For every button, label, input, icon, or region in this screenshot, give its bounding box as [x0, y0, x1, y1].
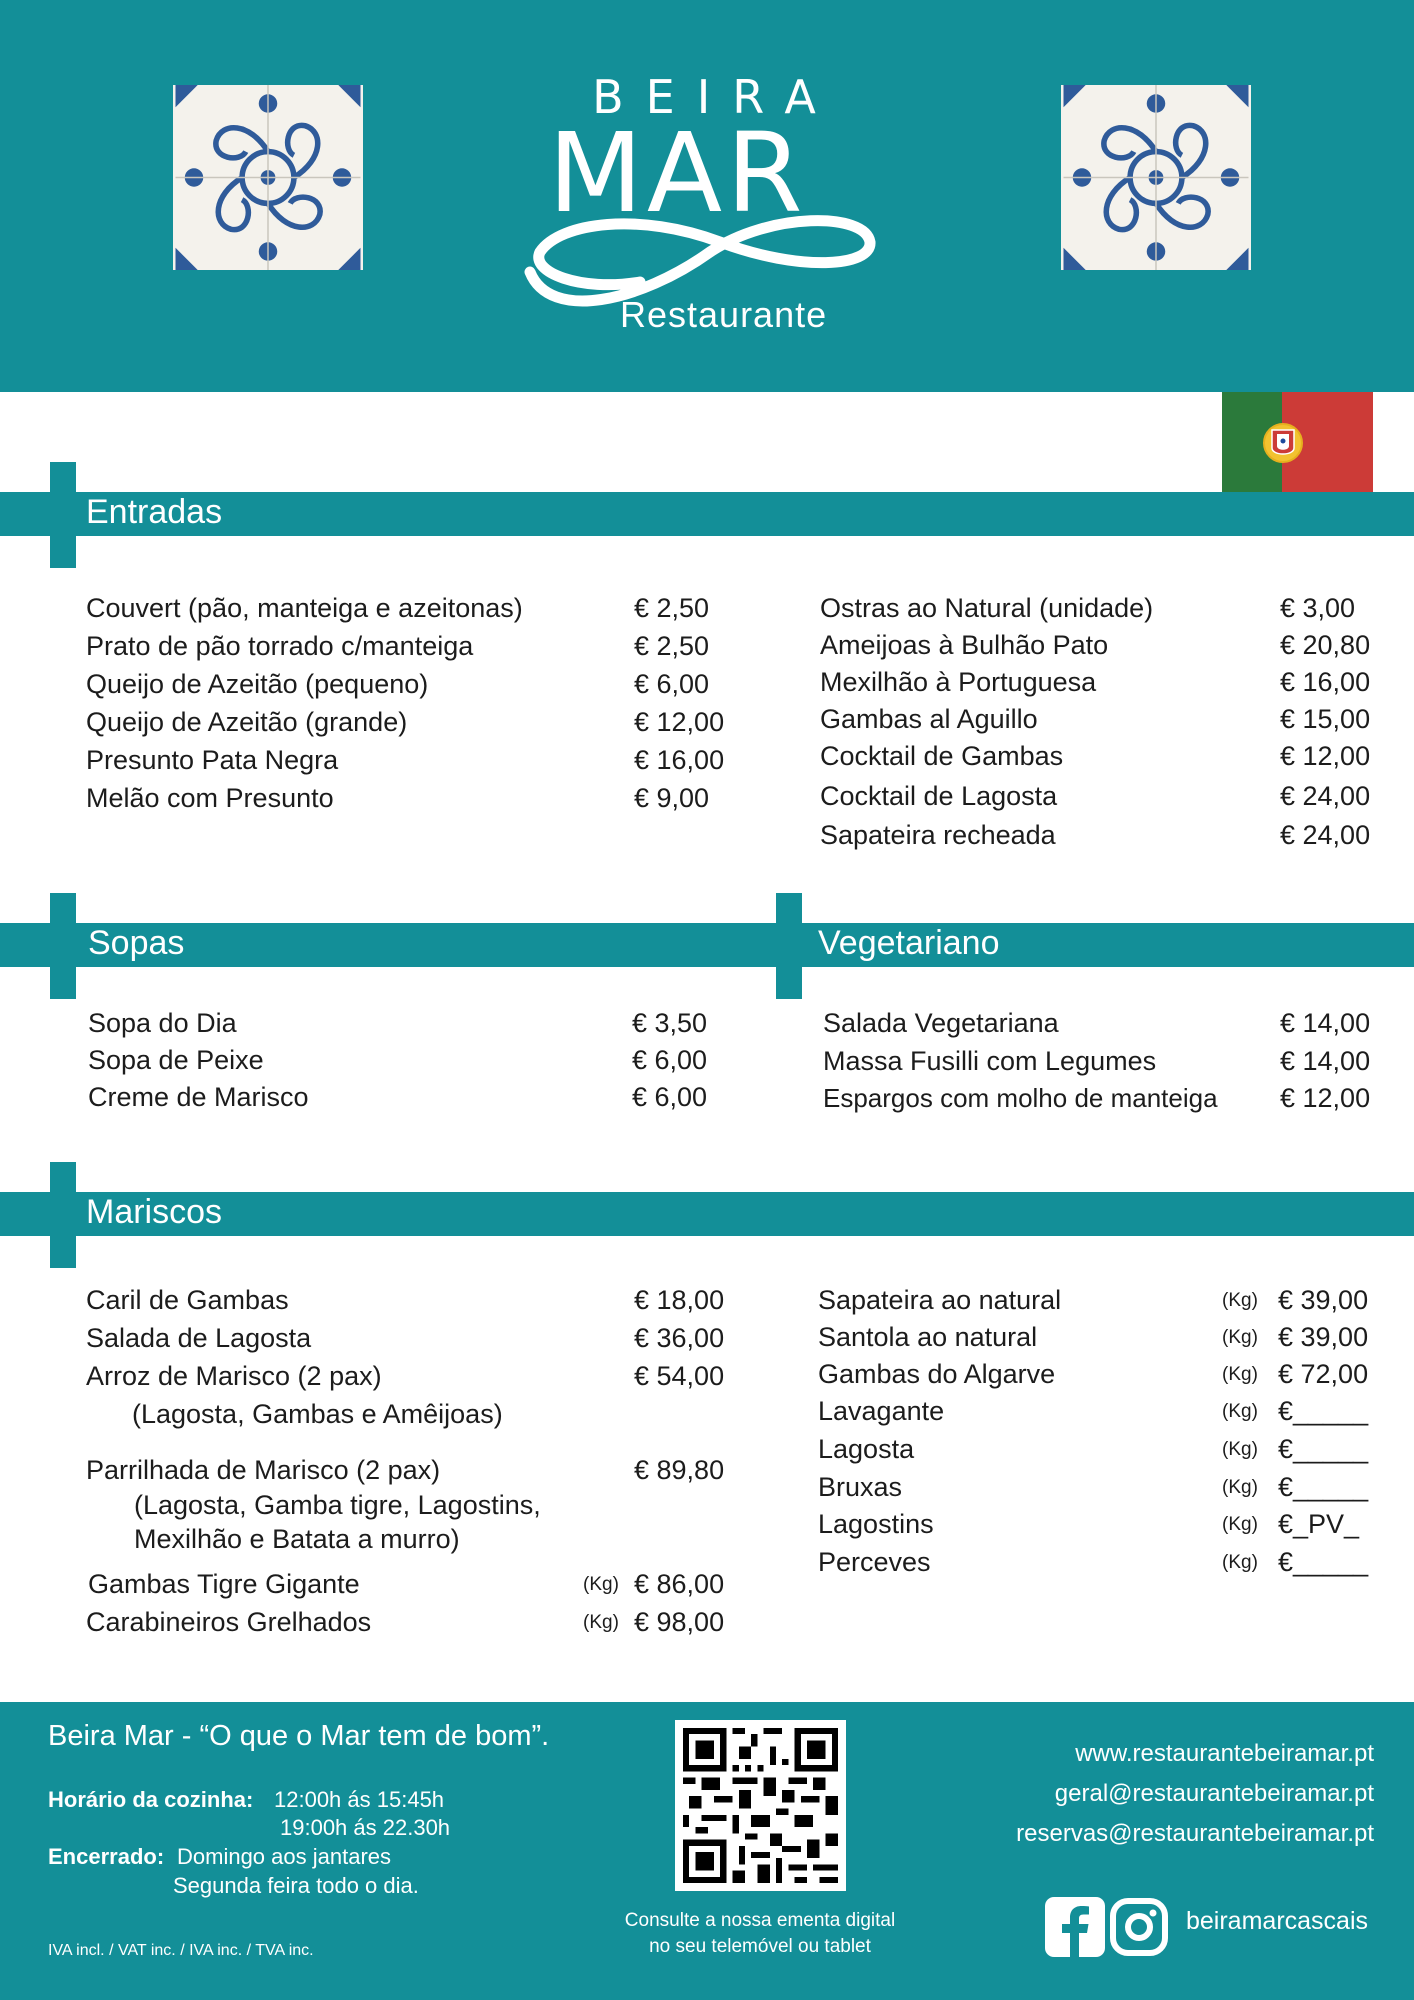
website-link[interactable]: www.restaurantebeiramar.pt — [1075, 1740, 1374, 1767]
section-band-sopas-vegetariano — [0, 923, 1414, 967]
qr-code[interactable] — [675, 1720, 846, 1891]
general-email-link[interactable]: geral@restaurantebeiramar.pt — [1054, 1780, 1374, 1807]
portuguese-flag-icon[interactable] — [1222, 392, 1373, 492]
section-tab-entradas — [50, 462, 76, 568]
restaurant-logo — [520, 62, 900, 352]
kitchen-hours-label: Horário da cozinha: — [48, 1787, 254, 1812]
logo-subtitle: Restaurante — [620, 294, 828, 335]
section-tab-sopas — [50, 893, 76, 999]
section-title-sopas: Sopas — [88, 924, 185, 962]
qr-caption-line-1: Consulte a nossa ementa digital — [624, 1910, 896, 1931]
reservations-email-link[interactable]: reservas@restaurantebeiramar.pt — [1016, 1820, 1374, 1847]
qr-caption-line-2: no seu telemóvel ou tablet — [649, 1936, 871, 1957]
section-tab-vegetariano — [776, 893, 802, 999]
logo-top-text: BEIRA — [592, 70, 838, 124]
footer — [0, 1702, 1414, 2000]
social-handle[interactable]: beiramarcascais — [1186, 1907, 1369, 1935]
section-title-mariscos: Mariscos — [86, 1193, 223, 1231]
section-title-entradas: Entradas — [86, 493, 223, 531]
vat-notice: IVA incl. / VAT inc. / IVA inc. / TVA inc. — [48, 1942, 314, 1959]
section-tab-mariscos — [50, 1162, 76, 1268]
footer-tagline: Beira Mar - “O que o Mar tem de bom”. — [48, 1720, 550, 1752]
closed-days-2: Segunda feira todo o dia. — [173, 1873, 419, 1898]
azulejo-tile-left — [173, 85, 363, 270]
azulejo-tile-right — [1061, 85, 1251, 270]
header-banner — [0, 0, 1414, 392]
instagram-icon[interactable] — [1109, 1897, 1169, 1957]
section-title-vegetariano: Vegetariano — [818, 924, 1000, 962]
closed-label: Encerrado: — [48, 1844, 165, 1869]
facebook-icon[interactable] — [1045, 1897, 1105, 1957]
logo-main-text: MAR — [548, 109, 807, 237]
kitchen-hours-lunch: 12:00h ás 15:45h — [274, 1787, 445, 1812]
kitchen-hours-dinner: 19:00h ás 22.30h — [280, 1815, 451, 1840]
closed-days-1: Domingo aos jantares — [177, 1844, 392, 1869]
